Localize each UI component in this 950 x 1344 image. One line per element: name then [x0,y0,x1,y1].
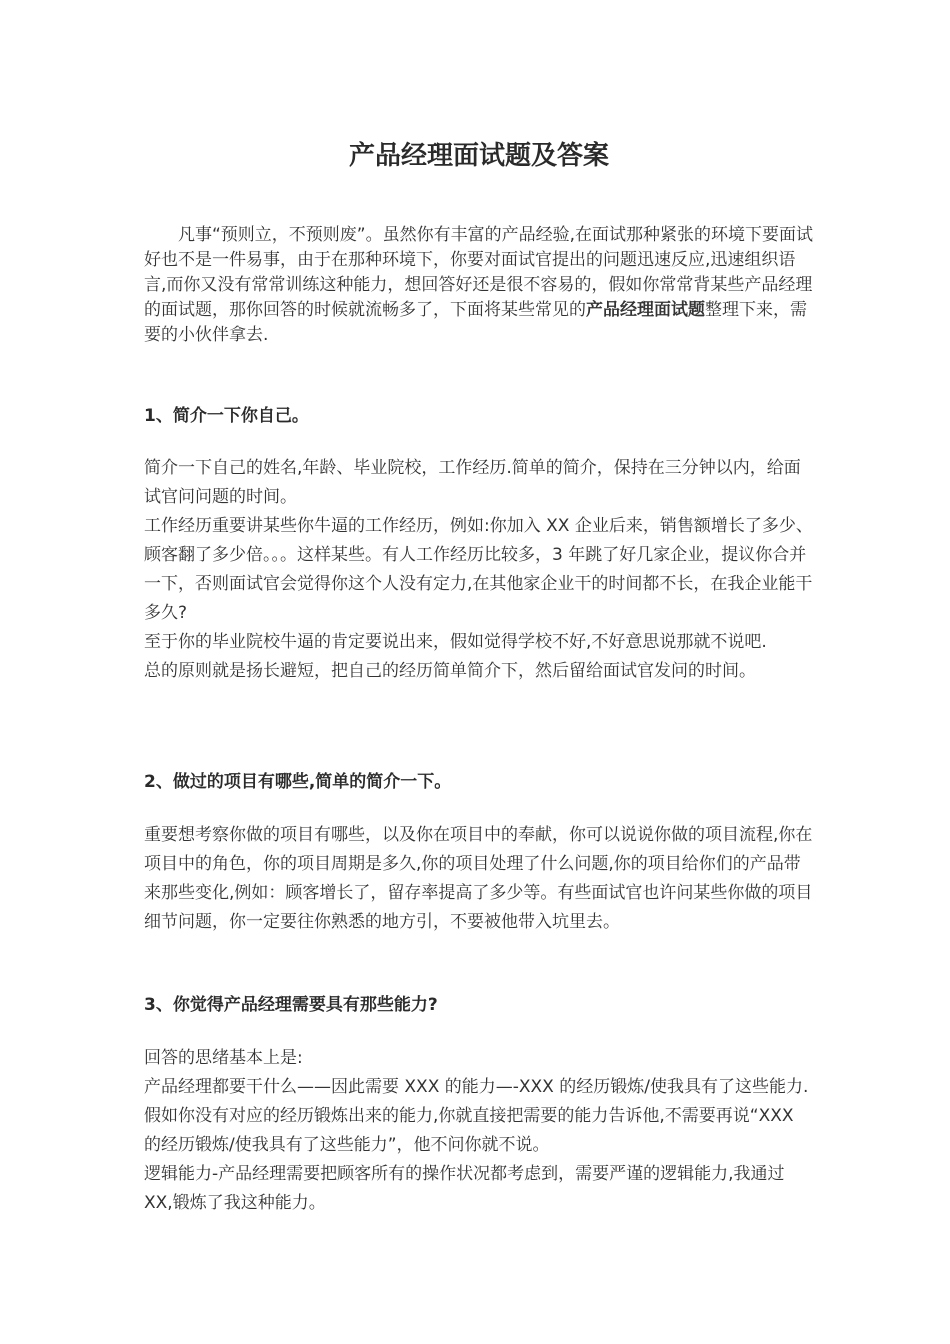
intro-text-1: 凡事“预则立，不预则废”。虽然你有丰富的产品经验,在面试那种紧张的环境下要面试好也不是一件易事，由于在那种环境下，你要对面试官提出的问题迅速反应,迅速组织语言,而你又没有常常训练这种能力，想回答好还是很不容易的，假如你常常背某些产品经理的面试题，那你回答的时候就流畅多了，下面将某些常见的 [144,225,814,320]
section-body-2 [144,821,814,937]
section-1-paragraph: 工作经历重要讲某些你牛逼的工作经历，例如:你加入 XX 企业后来，销售额增长了多少、顾客翻了多少倍。。。这样某些。有人工作经历比较多，3 年跳了好几家企业，提议你合并一下，否则面试官会觉得你这个人没有定力,在其他家企业干的时间都不长，在我企业能干多久? [144,516,813,623]
page-title: 产品经理面试题及答案 [348,141,609,171]
section-1-paragraph: 简介一下自己的姓名,年龄、毕业院校，工作经历.简单的简介，保持在三分钟以内，给面试官问问题的时间。 [144,458,801,507]
intro-bold-keyword: 产品经理面试题 [586,300,705,320]
section-3-paragraph: 产品经理都要干什么——因此需要 XXX 的能力—-XXX 的经历锻炼/使我具有了这些能力.假如你没有对应的经历锻炼出来的能力,你就直接把需要的能力告诉他,不需要再说“XXX 的经历锻炼/使我具有了这些能力”，他不问你就不说。 [144,1077,809,1155]
section-1-paragraph: 总的原则就是扬长避短，把自己的经历简单简介下，然后留给面试官发问的时间。 [144,661,756,681]
intro-text-2: 整理下来，需要的小伙伴拿去. [144,300,807,345]
section-heading-2: 2、做过的项目有哪些,简单的简介一下。 [144,772,452,792]
section-body-3 [144,1044,814,1218]
section-body-1 [144,454,814,686]
section-3-paragraph: 逻辑能力-产品经理需要把顾客所有的操作状况都考虑到，需要严谨的逻辑能力,我通过 XX,锻炼了我这种能力。 [144,1164,785,1213]
section-heading-1: 1、简介一下你自己。 [144,406,309,426]
section-1-paragraph: 至于你的毕业院校牛逼的肯定要说出来，假如觉得学校不好,不好意思说那就不说吧. [144,632,767,652]
section-3-paragraph: 回答的思绪基本上是: [144,1048,303,1068]
section-heading-3: 3、你觉得产品经理需要具有那些能力? [144,995,438,1015]
intro-paragraph [144,223,814,348]
section-2-paragraph: 重要想考察你做的项目有哪些，以及你在项目中的奉献，你可以说说你做的项目流程,你在项目中的角色，你的项目周期是多久,你的项目处理了什么问题,你的项目给你们的产品带来那些变化,例如：顾客增长了，留存率提高了多少等。有些面试官也许问某些你做的项目细节问题，你一定要往你熟悉的地方引，不要被他带入坑里去。 [144,825,813,932]
